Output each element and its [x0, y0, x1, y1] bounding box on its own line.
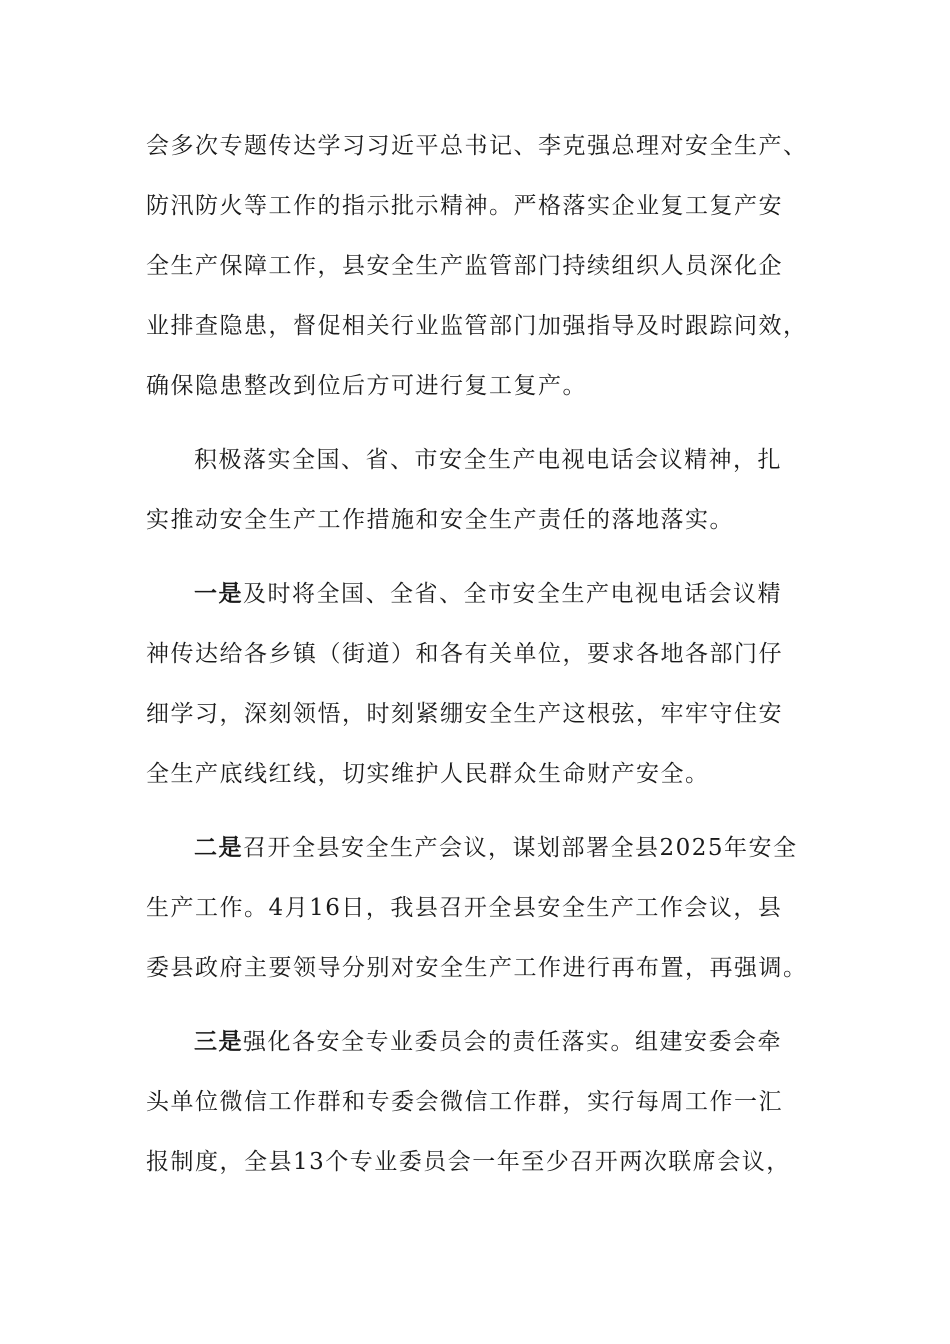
paragraph-1-line-4: 业排查隐患，督促相关行业监管部门加强指导及时跟踪问效， — [146, 313, 808, 339]
paragraph-5-line-2: 头单位微信工作群和专委会微信工作群，实行每周工作一汇 — [146, 1089, 783, 1115]
paragraph-4-line-1 — [194, 834, 798, 862]
paragraph-5-first-text: 强化各安全专业委员会的责任落实。组建安委会牵 — [243, 1029, 782, 1055]
paragraph-3-lead: 一是 — [194, 580, 243, 607]
paragraph-1-line-5: 确保隐患整改到位后方可进行复工复产。 — [146, 373, 587, 399]
paragraph-3-first-text: 及时将全国、全省、全市安全生产电视电话会议精 — [243, 581, 782, 607]
paragraph-1-line-1: 会多次专题传达学习习近平总书记、李克强总理对安全生产、 — [146, 133, 808, 159]
paragraph-3-line-2: 神传达给各乡镇（街道）和各有关单位，要求各地各部门仔 — [146, 641, 783, 667]
paragraph-2-line-2: 实推动安全生产工作措施和安全生产责任的落地落实。 — [146, 507, 734, 533]
paragraph-3-line-1 — [194, 580, 782, 608]
paragraph-4-line-3: 委县政府主要领导分别对安全生产工作进行再布置，再强调。 — [146, 955, 808, 981]
paragraph-5-lead: 三是 — [194, 1028, 243, 1055]
paragraph-5-line-1 — [194, 1028, 782, 1056]
paragraph-1-line-3: 全生产保障工作，县安全生产监管部门持续组织人员深化企 — [146, 253, 783, 279]
paragraph-4-lead: 二是 — [194, 834, 243, 861]
paragraph-1-line-2: 防汛防火等工作的指示批示精神。严格落实企业复工复产安 — [146, 193, 783, 219]
paragraph-4-line-2: 生产工作。4月16日，我县召开全县安全生产工作会议，县 — [146, 895, 783, 921]
paragraph-2-line-1: 积极落实全国、省、市安全生产电视电话会议精神，扎 — [194, 447, 782, 473]
paragraph-4-first-text: 召开全县安全生产会议，谋划部署全县2025年安全 — [243, 835, 798, 861]
paragraph-3-line-3: 细学习，深刻领悟，时刻紧绷安全生产这根弦，牢牢守住安 — [146, 701, 783, 727]
paragraph-5-line-3: 报制度，全县13个专业委员会一年至少召开两次联席会议， — [146, 1149, 791, 1175]
paragraph-3-line-4: 全生产底线红线，切实维护人民群众生命财产安全。 — [146, 761, 710, 787]
